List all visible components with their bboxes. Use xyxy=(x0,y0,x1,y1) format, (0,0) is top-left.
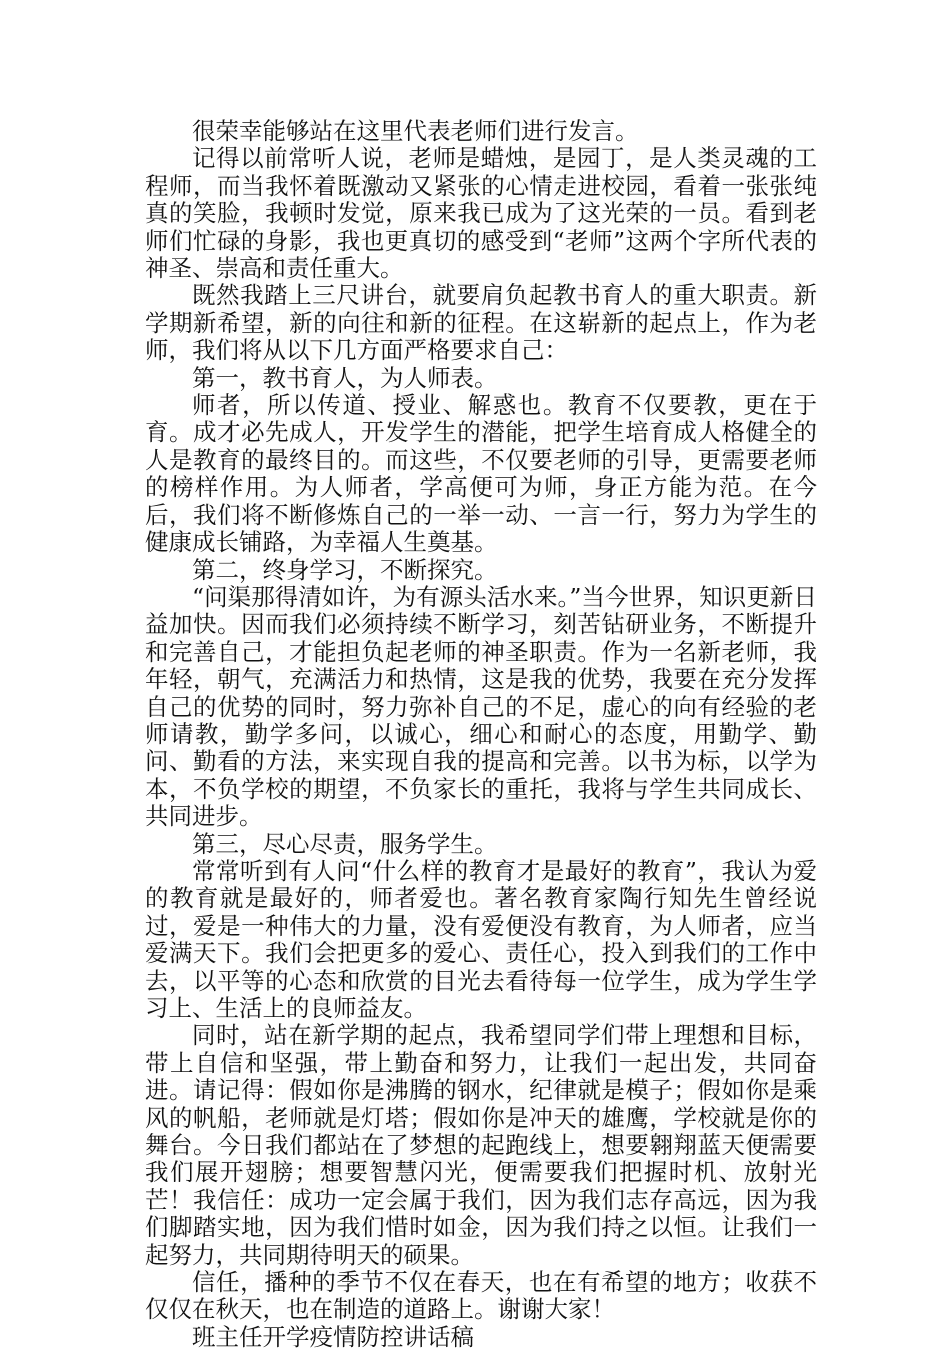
paragraph-responsibility: 既然我踏上三尺讲台，就要肩负起教书育人的重大职责。新学期新希望，新的向往和新的征程。在这崭新的起点上，作为老师，我们将从以下几方面严格要求自己： xyxy=(145,281,817,365)
paragraph-teacher-role: 记得以前常听人说，老师是蜡烛，是园丁，是人类灵魂的工程师，而当我怀着既激动又紧张的心情走进校园，看着一张张纯真的笑脸，我顿时发觉，原来我已成为了这光荣的一员。看到老师们忙碌的身影，我也更真切的感受到“老师”这两个字所代表的神圣、崇高和责任重大。 xyxy=(145,144,817,283)
next-document-title: 班主任开学疫情防控讲话稿 xyxy=(192,1322,474,1351)
paragraph-closing: 信任，播种的季节不仅在春天，也在有希望的地方；收获不仅仅在秋天，也在制造的道路上。谢谢大家！ xyxy=(145,1268,817,1324)
heading-point-two: 第二，终身学习，不断探究。 xyxy=(192,555,498,584)
paragraph-point-three: 常常听到有人问“什么样的教育才是最好的教育”，我认为爱的教育就是最好的，师者爱也。著名教育家陶行知先生曾经说过，爱是一种伟大的力量，没有爱便没有教育，为人师者，应当爱满天下。我们会把更多的爱心、责任心，投入到我们的工作中去，以平等的心态和欣赏的目光去看待每一位学生，成为学生学习上、生活上的良师益友。 xyxy=(145,856,817,1022)
paragraph-new-semester: 同时，站在新学期的起点，我希望同学们带上理想和目标，带上自信和坚强，带上勤奋和努力，让我们一起出发，共同奋进。请记得：假如你是沸腾的钢水，纪律就是模子；假如你是乘风的帆船，老师就是灯塔；假如你是冲天的雄鹰，学校就是你的舞台。今日我们都站在了梦想的起跑线上，想要翱翔蓝天便需要我们展开翅膀；想要智慧闪光，便需要我们把握时机、放射光芒！我信任：成功一定会属于我们，因为我们志存高远，因为我们脚踏实地，因为我们惜时如金，因为我们持之以恒。让我们一起努力，共同期待明天的硕果。 xyxy=(145,1021,817,1269)
heading-point-one: 第一，教书育人，为人师表。 xyxy=(192,363,498,392)
paragraph-point-two: “问渠那得清如许，为有源头活水来。”当今世界，知识更新日益加快。因而我们必须持续不断学习，刻苦钻研业务，不断提升和完善自己，才能担负起老师的神圣职责。作为一名新老师，我年轻，朝气，充满活力和热情，这是我的优势，我要在充分发挥自己的优势的同时，努力弥补自己的不足，虚心的向有经验的老师请教，勤学多问，以诚心，细心和耐心的态度，用勤学、勤问、勤看的方法，来实现自我的提高和完善。以书为标，以学为本，不负学校的期望，不负家长的重托，我将与学生共同成长、共同进步。 xyxy=(145,582,817,831)
paragraph-point-one: 师者，所以传道、授业、解惑也。教育不仅要教，更在于育。成才必先成人，开发学生的潜能，把学生培育成人格健全的人是教育的最终目的。而这些，不仅要老师的引导，更需要老师的榜样作用。为人师者，学高便可为师，身正方能为范。在今后，我们将不断修炼自己的一举一动、一言一行，努力为学生的健康成长铺路，为幸福人生奠基。 xyxy=(145,391,817,557)
speech-body xyxy=(145,118,817,1351)
heading-point-three: 第三，尽心尽责，服务学生。 xyxy=(192,829,498,858)
paragraph-intro: 很荣幸能够站在这里代表老师们进行发言。 xyxy=(192,117,639,145)
